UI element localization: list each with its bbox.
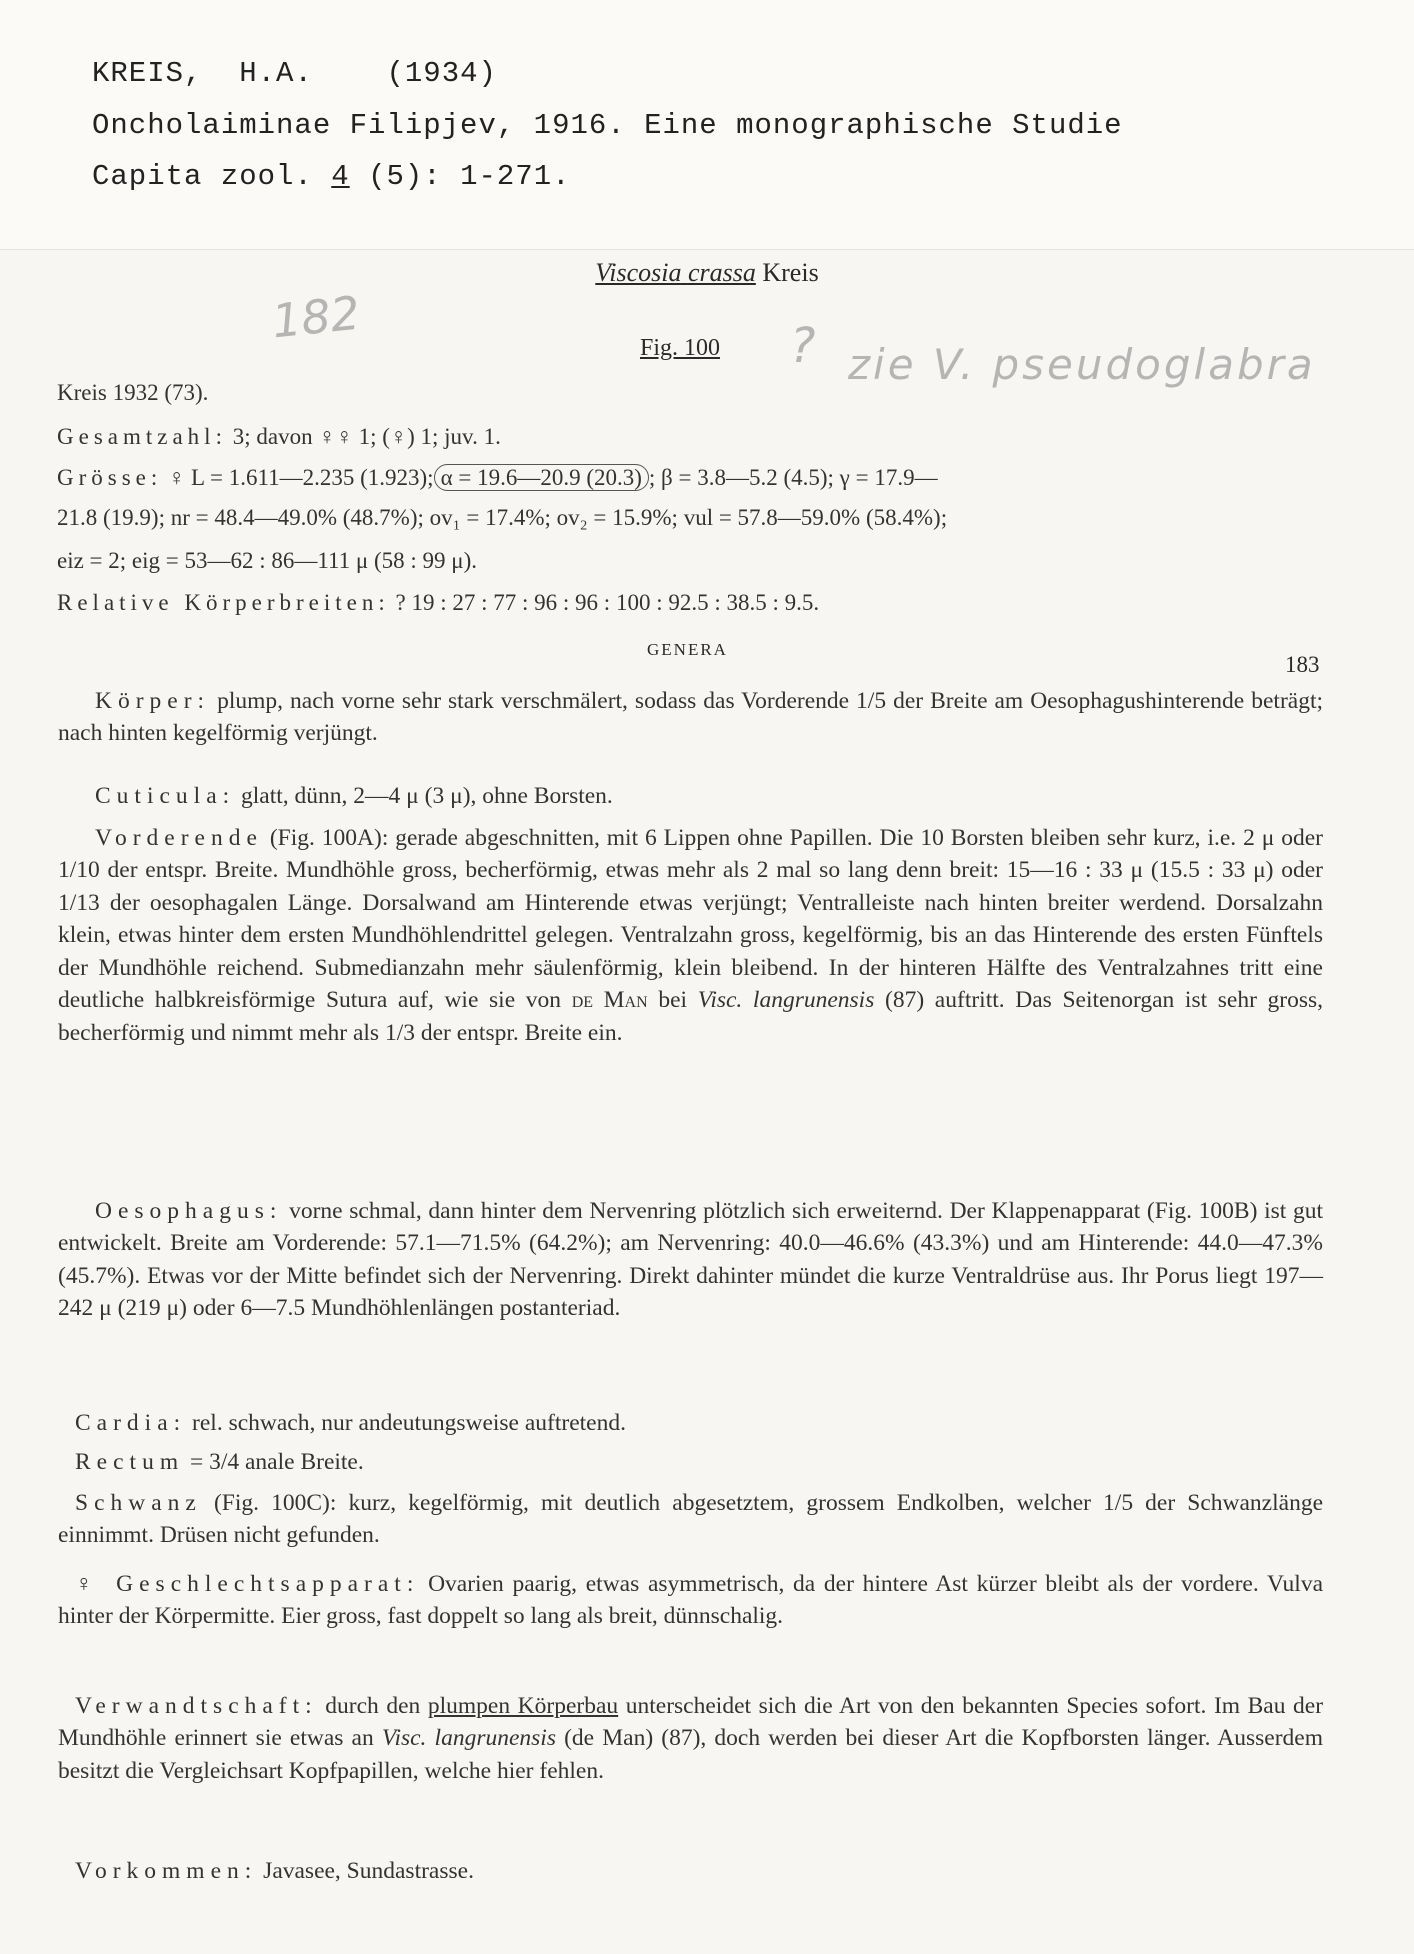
relative-widths-line: Relative Körperbreiten: ? 19 : 27 : 77 : 96 : 96 : 100 : 92.5 : 38.5 : 9.5.	[57, 590, 820, 615]
citation-line-1	[92, 57, 497, 90]
running-head-title: GENERA	[647, 640, 728, 659]
section-rectum: Rectum = 3/4 anale Breite.	[75, 1449, 364, 1475]
section-vorkommen: Vorkommen: Javasee, Sundastrasse.	[75, 1858, 474, 1884]
figure-reference: Fig. 100	[640, 335, 721, 361]
handwritten-page-number: 182	[269, 285, 363, 349]
reference-line: Kreis 1932 (73).	[57, 380, 209, 405]
citation-issue-pages: (5): 1-271.	[368, 160, 571, 193]
section-geschlechtsapparat: ♀ Geschlechtsapparat: Ovarien paarig, etwas asymmetrisch, da der hintere Ast kürzer bleibt als der vordere. Vulva hinter der Körpermitte. Eier gross, fast doppelt so lang als breit, dünnschalig.	[58, 1571, 1324, 1630]
section-cuticula: Cuticula: glatt, dünn, 2—4 μ (3 μ), ohne Borsten.	[95, 783, 613, 809]
citation-volume: 4	[331, 160, 350, 193]
running-head-page: 183	[1285, 652, 1320, 677]
species-heading	[0, 258, 1414, 288]
gesamtzahl-line: Gesamtzahl: 3; davon ♀♀ 1; (♀) 1; juv. 1.	[57, 424, 501, 449]
citation-line-3	[92, 160, 571, 193]
species-author: Kreis	[762, 258, 819, 287]
citation-journal: Capita zool.	[92, 160, 313, 193]
citation-initials: H.A.	[239, 57, 313, 90]
section-schwanz: Schwanz (Fig. 100C): kurz, kegelförmig, mit deutlich abgesetztem, grossem Endkolben, welcher 1/5 der Schwanzlänge einnimmt. Drüsen nicht gefunden.	[58, 1490, 1324, 1549]
measurements-line-4: eiz = 2; eig = 53—62 : 86—111 μ (58 : 99 μ).	[57, 548, 478, 573]
groesse-line: Grösse: ♀ L = 1.611—2.235 (1.923); α = 19.6—20.9 (20.3) ; β = 3.8—5.2 (4.5); γ = 17.9—	[57, 465, 938, 490]
citation-title: Oncholaiminae Filipjev, 1916. Eine monographische Studie	[92, 109, 1123, 142]
section-cardia: Cardia: rel. schwach, nur andeutungsweise auftretend.	[75, 1410, 626, 1436]
handwritten-note: zie V. pseudoglabra	[848, 340, 1316, 389]
section-vorderende: Vorderende (Fig. 100A): gerade abgeschnitten, mit 6 Lippen ohne Papillen. Die 10 Borsten bleiben sehr kurz, i.e. 2 μ oder 1/10 der entspr. Breite. Mundhöhle gross, becherförmig, etwas mehr als 2 mal so lang denn breit: 15—16 : 33 μ (15.5 : 33 μ) oder 1/13 der oesophagalen Länge. Dorsalwand am Hinterende etwas verjüngt; Ventralleiste nach hinten breiter werdend. Dorsalzahn klein, etwas hinter dem ersten Mundhöhlendrittel gelegen. Ventralzahn gross, kegelförmig, bis an das Hinterende des ersten Fünftels der Mundhöhle reichend. Submedianzahn mehr säulenförmig, klein bleibend. In der hinteren Hälfte des Ventralzahnes tritt eine deutliche halbkreisförmige Sutura auf, wie sie von de Man bei Visc. langrunensis (87) auftritt. Das Seitenorgan ist sehr gross, becherförmig und nimmt mehr als 1/3 der entspr. Breite ein.	[58, 825, 1324, 1046]
citation-author: KREIS,	[92, 57, 203, 90]
section-oesophagus: Oesophagus: vorne schmal, dann hinter dem Nervenring plötzlich sich erweiternd. Der Klappenapparat (Fig. 100B) ist gut entwickelt. Breite am Vorderende: 57.1—71.5% (64.2%); am Nervenring: 40.0—46.6% (43.3%) und am Hinterende: 44.0—47.3% (45.7%). Etwas vor der Mitte befindet sich der Nervenring. Direkt dahinter mündet die kurze Ventraldrüse aus. Ihr Porus liegt 197—242 μ (219 μ) oder 6—7.5 Mundhöhlenlängen postanteriad.	[58, 1198, 1324, 1322]
citation-year: (1934)	[386, 57, 497, 90]
handwritten-question-mark: ?	[790, 318, 816, 374]
section-verwandtschaft: Verwandtschaft: durch den plumpen Körperbau unterscheidet sich die Art von den bekannten Species sofort. Im Bau der Mundhöhle erinnert sie etwas an Visc. langrunensis (de Man) (87), doch werden bei dieser Art die Kopfborsten länger. Ausserdem besitzt die Vergleichsart Kopfpapillen, welche hier fehlen.	[58, 1693, 1324, 1784]
species-binomial: Viscosia crassa	[595, 258, 756, 287]
section-koerper: Körper: plump, nach vorne sehr stark verschmälert, sodass das Vorderende 1/5 der Breite am Oesophagushinterende beträgt; nach hinten kegelförmig verjüngt.	[58, 688, 1324, 747]
measurements-line-3: 21.8 (19.9); nr = 48.4—49.0% (48.7%); ov₁ = 17.4%; ov₂ = 15.9%; vul = 57.8—59.0% (58.4%);	[57, 505, 948, 530]
alpha-circled: α = 19.6—20.9 (20.3)	[434, 464, 649, 491]
